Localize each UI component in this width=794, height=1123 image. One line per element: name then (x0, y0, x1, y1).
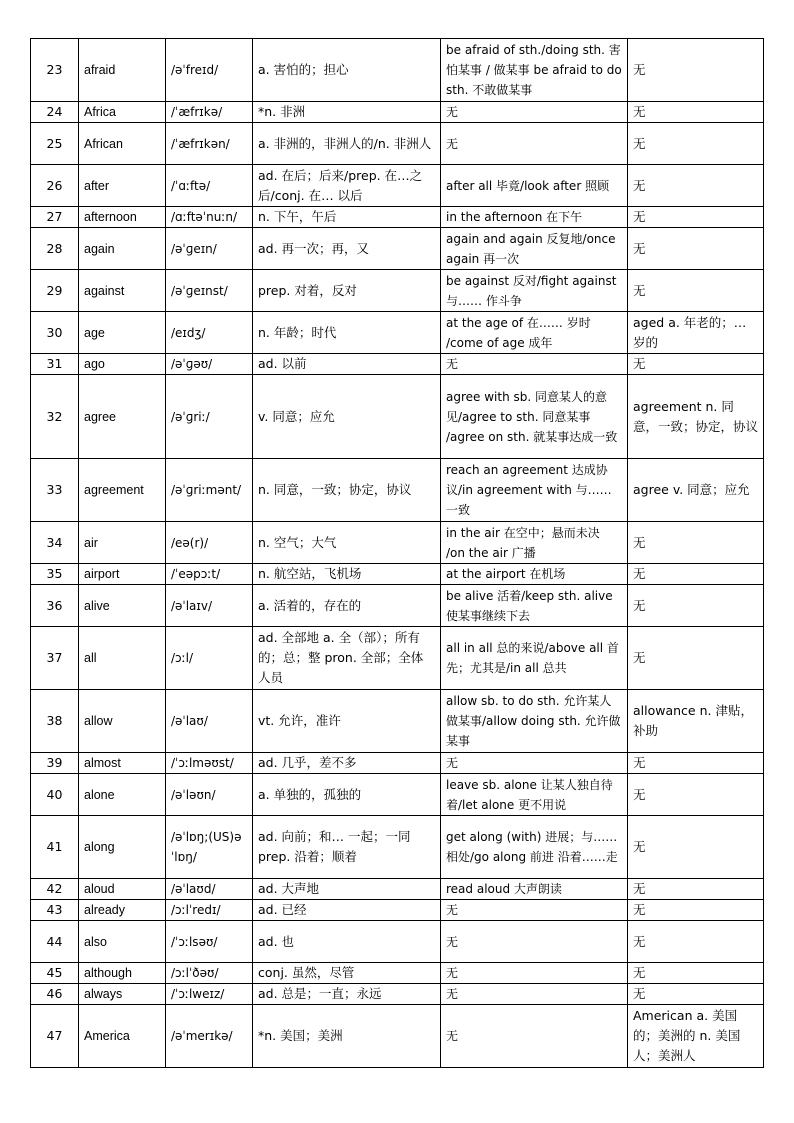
entry-word: after (79, 165, 166, 207)
entry-phonetic: /əˈɡeɪnst/ (166, 270, 253, 312)
entry-word: afraid (79, 39, 166, 102)
entry-number: 35 (31, 564, 79, 585)
entry-meaning: prep. 对着，反对 (253, 270, 441, 312)
entry-phrases: reach an agreement 达成协议/in agreement with 与……一致 (441, 459, 628, 522)
table-row (31, 774, 764, 816)
entry-number: 28 (31, 228, 79, 270)
entry-related-words: 无 (628, 774, 764, 816)
entry-phrases: 无 (441, 900, 628, 921)
entry-related-words: 无 (628, 564, 764, 585)
entry-number: 37 (31, 627, 79, 690)
table-row (31, 1005, 764, 1068)
entry-word: almost (79, 753, 166, 774)
entry-meaning: n. 下午，午后 (253, 207, 441, 228)
entry-phonetic: /ˈɔːlweɪz/ (166, 984, 253, 1005)
entry-phrases: in the air 在空中；悬而未决 /on the air 广播 (441, 522, 628, 564)
entry-phrases: agree with sb. 同意某人的意见/agree to sth. 同意某事 /agree on sth. 就某事达成一致 (441, 375, 628, 459)
entry-related-words: 无 (628, 102, 764, 123)
entry-related-words: American a. 美国的；美洲的 n. 美国人；美洲人 (628, 1005, 764, 1068)
entry-word: afternoon (79, 207, 166, 228)
entry-phonetic: /ɔːlˈredɪ/ (166, 900, 253, 921)
entry-phrases: be against 反对/fight against 与…… 作斗争 (441, 270, 628, 312)
entry-meaning: ad. 在后；后来/prep. 在…之后/conj. 在… 以后 (253, 165, 441, 207)
entry-phrases: 无 (441, 921, 628, 963)
entry-number: 23 (31, 39, 79, 102)
entry-word: alive (79, 585, 166, 627)
entry-phrases: allow sb. to do sth. 允许某人做某事/allow doing sth. 允许做某事 (441, 690, 628, 753)
entry-word: all (79, 627, 166, 690)
entry-meaning: vt. 允许，准许 (253, 690, 441, 753)
entry-phrases: be alive 活着/keep sth. alive 使某事继续下去 (441, 585, 628, 627)
entry-number: 26 (31, 165, 79, 207)
entry-related-words: 无 (628, 39, 764, 102)
entry-number: 47 (31, 1005, 79, 1068)
entry-number: 43 (31, 900, 79, 921)
entry-phrases: 无 (441, 1005, 628, 1068)
entry-word: always (79, 984, 166, 1005)
table-row (31, 312, 764, 354)
entry-phrases: again and again 反复地/once again 再一次 (441, 228, 628, 270)
entry-meaning: ad. 向前；和… 一起；一同 prep. 沿着；顺着 (253, 816, 441, 879)
entry-word: also (79, 921, 166, 963)
table-row (31, 228, 764, 270)
entry-word: America (79, 1005, 166, 1068)
entry-number: 45 (31, 963, 79, 984)
entry-phonetic: /əˈmerɪkə/ (166, 1005, 253, 1068)
entry-number: 34 (31, 522, 79, 564)
entry-phonetic: /ɑːftəˈnuːn/ (166, 207, 253, 228)
table-row (31, 354, 764, 375)
table-row (31, 270, 764, 312)
table-row (31, 879, 764, 900)
entry-number: 36 (31, 585, 79, 627)
table-row (31, 900, 764, 921)
entry-number: 32 (31, 375, 79, 459)
entry-phrases: read aloud 大声朗读 (441, 879, 628, 900)
entry-related-words: 无 (628, 627, 764, 690)
entry-meaning: n. 空气；大气 (253, 522, 441, 564)
entry-word: again (79, 228, 166, 270)
entry-meaning: ad. 再一次；再，又 (253, 228, 441, 270)
entry-phrases: 无 (441, 753, 628, 774)
entry-meaning: n. 年龄；时代 (253, 312, 441, 354)
entry-phonetic: /eɪdʒ/ (166, 312, 253, 354)
entry-meaning: n. 同意，一致；协定，协议 (253, 459, 441, 522)
entry-related-words: 无 (628, 963, 764, 984)
entry-word: alone (79, 774, 166, 816)
entry-phrases: 无 (441, 984, 628, 1005)
entry-phrases: at the airport 在机场 (441, 564, 628, 585)
entry-related-words: agreement n. 同意，一致；协定，协议 (628, 375, 764, 459)
entry-related-words: 无 (628, 354, 764, 375)
entry-related-words: 无 (628, 921, 764, 963)
entry-word: aloud (79, 879, 166, 900)
entry-word: age (79, 312, 166, 354)
entry-phrases: 无 (441, 123, 628, 165)
entry-number: 46 (31, 984, 79, 1005)
entry-meaning: conj. 虽然，尽管 (253, 963, 441, 984)
table-row (31, 753, 764, 774)
entry-meaning: ad. 也 (253, 921, 441, 963)
entry-word: ago (79, 354, 166, 375)
entry-related-words: 无 (628, 816, 764, 879)
entry-phonetic: /əˈlaʊ/ (166, 690, 253, 753)
entry-related-words: 无 (628, 123, 764, 165)
table-row (31, 459, 764, 522)
entry-meaning: ad. 大声地 (253, 879, 441, 900)
table-row (31, 984, 764, 1005)
entry-meaning: v. 同意；应允 (253, 375, 441, 459)
vocabulary-table (30, 38, 764, 1068)
entry-related-words: 无 (628, 207, 764, 228)
entry-related-words: allowance n. 津贴，补助 (628, 690, 764, 753)
entry-phonetic: /əˈfreɪd/ (166, 39, 253, 102)
entry-phonetic: /əˈlaɪv/ (166, 585, 253, 627)
entry-number: 29 (31, 270, 79, 312)
entry-related-words: agree v. 同意；应允 (628, 459, 764, 522)
entry-word: although (79, 963, 166, 984)
entry-meaning: *n. 美国；美洲 (253, 1005, 441, 1068)
table-row (31, 39, 764, 102)
entry-related-words: 无 (628, 522, 764, 564)
table-row (31, 165, 764, 207)
entry-related-words: 无 (628, 984, 764, 1005)
entry-meaning: *n. 非洲 (253, 102, 441, 123)
table-row (31, 921, 764, 963)
entry-related-words: 无 (628, 753, 764, 774)
entry-number: 24 (31, 102, 79, 123)
entry-phonetic: /eə(r)/ (166, 522, 253, 564)
entry-word: air (79, 522, 166, 564)
entry-related-words: 无 (628, 165, 764, 207)
table-row (31, 564, 764, 585)
table-row (31, 585, 764, 627)
entry-phrases: in the afternoon 在下午 (441, 207, 628, 228)
entry-related-words: 无 (628, 900, 764, 921)
entry-meaning: a. 单独的，孤独的 (253, 774, 441, 816)
entry-number: 39 (31, 753, 79, 774)
entry-phonetic: /əˈləʊn/ (166, 774, 253, 816)
table-row (31, 963, 764, 984)
entry-meaning: ad. 以前 (253, 354, 441, 375)
entry-number: 33 (31, 459, 79, 522)
entry-phonetic: /əˈɡeɪn/ (166, 228, 253, 270)
entry-word: agreement (79, 459, 166, 522)
entry-related-words: 无 (628, 270, 764, 312)
entry-phrases: be afraid of sth./doing sth. 害怕某事 / 做某事 be afraid to do sth. 不敢做某事 (441, 39, 628, 102)
table-row (31, 690, 764, 753)
entry-related-words: aged a. 年老的；…岁的 (628, 312, 764, 354)
entry-word: against (79, 270, 166, 312)
entry-phrases: 无 (441, 963, 628, 984)
entry-phrases: 无 (441, 102, 628, 123)
table-row (31, 627, 764, 690)
entry-related-words: 无 (628, 228, 764, 270)
entry-word: Africa (79, 102, 166, 123)
entry-number: 27 (31, 207, 79, 228)
entry-number: 44 (31, 921, 79, 963)
entry-phonetic: /ˈæfrɪkə/ (166, 102, 253, 123)
table-row (31, 522, 764, 564)
entry-meaning: a. 害怕的；担心 (253, 39, 441, 102)
entry-phonetic: /ˈɔːlməʊst/ (166, 753, 253, 774)
entry-word: agree (79, 375, 166, 459)
table-row (31, 123, 764, 165)
entry-phonetic: /əˈɡriːmənt/ (166, 459, 253, 522)
entry-meaning: a. 活着的，存在的 (253, 585, 441, 627)
entry-meaning: n. 航空站，飞机场 (253, 564, 441, 585)
entry-phonetic: /əˈlɒŋ;(US)əˈlɒŋ/ (166, 816, 253, 879)
entry-meaning: a. 非洲的，非洲人的/n. 非洲人 (253, 123, 441, 165)
entry-word: already (79, 900, 166, 921)
entry-related-words: 无 (628, 585, 764, 627)
entry-phonetic: /ɔːlˈðəʊ/ (166, 963, 253, 984)
table-row (31, 816, 764, 879)
entry-word: African (79, 123, 166, 165)
entry-meaning: ad. 几乎，差不多 (253, 753, 441, 774)
entry-number: 25 (31, 123, 79, 165)
entry-phrases: at the age of 在…… 岁时 /come of age 成年 (441, 312, 628, 354)
entry-number: 41 (31, 816, 79, 879)
entry-phonetic: /ˈɔːlsəʊ/ (166, 921, 253, 963)
entry-phonetic: /əˈɡriː/ (166, 375, 253, 459)
entry-phrases: get along (with) 进展；与……相处/go along 前进 沿着……走 (441, 816, 628, 879)
entry-phrases: 无 (441, 354, 628, 375)
table-row (31, 207, 764, 228)
entry-word: allow (79, 690, 166, 753)
entry-phrases: leave sb. alone 让某人独自待着/let alone 更不用说 (441, 774, 628, 816)
entry-phrases: after all 毕竟/look after 照顾 (441, 165, 628, 207)
entry-number: 30 (31, 312, 79, 354)
entry-word: airport (79, 564, 166, 585)
entry-word: along (79, 816, 166, 879)
entry-number: 40 (31, 774, 79, 816)
entry-phonetic: /əˈlaʊd/ (166, 879, 253, 900)
table-row (31, 375, 764, 459)
entry-phonetic: /ˈæfrɪkən/ (166, 123, 253, 165)
entry-number: 42 (31, 879, 79, 900)
entry-phonetic: /ɔːl/ (166, 627, 253, 690)
table-row (31, 102, 764, 123)
entry-number: 31 (31, 354, 79, 375)
entry-number: 38 (31, 690, 79, 753)
entry-related-words: 无 (628, 879, 764, 900)
entry-phrases: all in all 总的来说/above all 首先；尤其是/in all 总共 (441, 627, 628, 690)
entry-meaning: ad. 已经 (253, 900, 441, 921)
entry-phonetic: /ˈeəpɔːt/ (166, 564, 253, 585)
entry-phonetic: /əˈɡəʊ/ (166, 354, 253, 375)
entry-phonetic: /ˈɑːftə/ (166, 165, 253, 207)
vocabulary-table-body (31, 39, 764, 1068)
entry-meaning: ad. 总是；一直；永远 (253, 984, 441, 1005)
entry-meaning: ad. 全部地 a. 全（部）；所有的；总；整 pron. 全部；全体人员 (253, 627, 441, 690)
